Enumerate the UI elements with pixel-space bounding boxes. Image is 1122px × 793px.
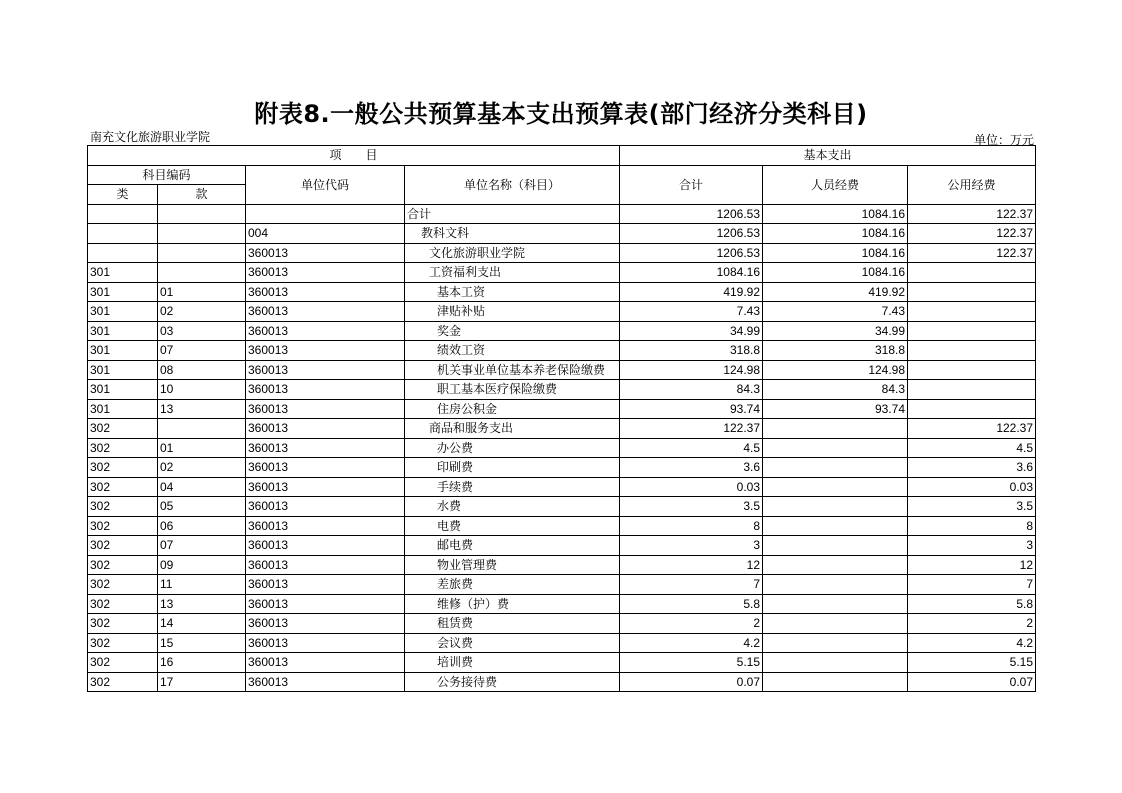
cell-unit-name: 培训费 (405, 653, 620, 673)
cell-public: 8 (908, 516, 1036, 536)
cell-total: 93.74 (620, 399, 763, 419)
cell-unit-code: 360013 (246, 399, 405, 419)
table-row (88, 302, 1036, 322)
cell-unit-code: 360013 (246, 477, 405, 497)
cell-public (908, 380, 1036, 400)
table-row (88, 243, 1036, 263)
cell-public (908, 341, 1036, 361)
cell-unit-code: 360013 (246, 555, 405, 575)
cell-public: 122.37 (908, 204, 1036, 224)
cell-public (908, 282, 1036, 302)
cell-category: 302 (88, 516, 158, 536)
cell-item: 15 (158, 633, 246, 653)
cell-unit-name: 教科文科 (405, 224, 620, 244)
cell-public: 122.37 (908, 419, 1036, 439)
cell-personnel (763, 516, 908, 536)
cell-category: 301 (88, 263, 158, 283)
cell-unit-name: 基本工资 (405, 282, 620, 302)
cell-personnel (763, 477, 908, 497)
organization-name: 南充文化旅游职业学院 (90, 130, 211, 144)
unit-label: 单位：万元 (973, 133, 1034, 147)
cell-unit-code: 360013 (246, 575, 405, 595)
table-row (88, 653, 1036, 673)
cell-item: 03 (158, 321, 246, 341)
cell-unit-code: 360013 (246, 653, 405, 673)
cell-unit-code: 360013 (246, 672, 405, 692)
cell-item: 02 (158, 458, 246, 478)
cell-category: 302 (88, 653, 158, 673)
table-row (88, 614, 1036, 634)
cell-category: 301 (88, 360, 158, 380)
cell-unit-name: 电费 (405, 516, 620, 536)
page-title: 附表8.一般公共预算基本支出预算表(部门经济分类科目) (254, 100, 868, 128)
cell-personnel (763, 555, 908, 575)
cell-item: 06 (158, 516, 246, 536)
table-row (88, 516, 1036, 536)
cell-unit-name: 文化旅游职业学院 (405, 243, 620, 263)
cell-category: 302 (88, 536, 158, 556)
cell-total: 4.2 (620, 633, 763, 653)
cell-public: 2 (908, 614, 1036, 634)
cell-total: 12 (620, 555, 763, 575)
cell-category (88, 243, 158, 263)
cell-unit-name: 维修（护）费 (405, 594, 620, 614)
table-row (88, 594, 1036, 614)
cell-item (158, 224, 246, 244)
cell-personnel: 318.8 (763, 341, 908, 361)
cell-category: 302 (88, 458, 158, 478)
cell-unit-code: 004 (246, 224, 405, 244)
cell-total: 3 (620, 536, 763, 556)
cell-unit-code: 360013 (246, 497, 405, 517)
cell-unit-code: 360013 (246, 263, 405, 283)
cell-unit-code: 360013 (246, 282, 405, 302)
cell-personnel: 7.43 (763, 302, 908, 322)
header-subject-code: 科目编码 (88, 165, 246, 185)
cell-item: 02 (158, 302, 246, 322)
cell-item: 01 (158, 438, 246, 458)
cell-total: 419.92 (620, 282, 763, 302)
header-unit-name: 单位名称（科目） (405, 165, 620, 204)
cell-personnel: 1084.16 (763, 243, 908, 263)
table-row (88, 438, 1036, 458)
cell-total: 1206.53 (620, 243, 763, 263)
cell-personnel: 34.99 (763, 321, 908, 341)
cell-unit-name: 机关事业单位基本养老保险缴费 (405, 360, 620, 380)
table-row (88, 497, 1036, 517)
table-row (88, 555, 1036, 575)
cell-item: 13 (158, 399, 246, 419)
cell-personnel (763, 536, 908, 556)
table-row (88, 477, 1036, 497)
cell-personnel: 93.74 (763, 399, 908, 419)
cell-public (908, 360, 1036, 380)
cell-total: 8 (620, 516, 763, 536)
cell-unit-name: 职工基本医疗保险缴费 (405, 380, 620, 400)
cell-total: 1206.53 (620, 204, 763, 224)
cell-personnel: 1084.16 (763, 224, 908, 244)
cell-category: 301 (88, 321, 158, 341)
table-row (88, 419, 1036, 439)
table-row (88, 380, 1036, 400)
table-row (88, 672, 1036, 692)
cell-unit-code: 360013 (246, 419, 405, 439)
cell-personnel (763, 614, 908, 634)
cell-personnel (763, 653, 908, 673)
cell-category: 302 (88, 497, 158, 517)
cell-category: 302 (88, 419, 158, 439)
header-category: 类 (88, 185, 158, 205)
cell-total: 1206.53 (620, 224, 763, 244)
cell-item: 07 (158, 536, 246, 556)
cell-unit-code: 360013 (246, 243, 405, 263)
cell-item: 09 (158, 555, 246, 575)
cell-public: 5.8 (908, 594, 1036, 614)
budget-table (87, 145, 1036, 692)
cell-public: 4.2 (908, 633, 1036, 653)
header-row-2 (88, 165, 1036, 185)
cell-total: 7 (620, 575, 763, 595)
cell-total: 318.8 (620, 341, 763, 361)
cell-unit-name: 邮电费 (405, 536, 620, 556)
cell-total: 2 (620, 614, 763, 634)
cell-category: 302 (88, 614, 158, 634)
cell-personnel (763, 438, 908, 458)
cell-unit-name: 公务接待费 (405, 672, 620, 692)
cell-unit-name: 印刷费 (405, 458, 620, 478)
cell-personnel (763, 672, 908, 692)
cell-total: 84.3 (620, 380, 763, 400)
cell-category: 302 (88, 477, 158, 497)
cell-item: 11 (158, 575, 246, 595)
cell-personnel (763, 594, 908, 614)
cell-unit-name: 住房公积金 (405, 399, 620, 419)
cell-personnel: 419.92 (763, 282, 908, 302)
cell-category: 301 (88, 399, 158, 419)
cell-unit-name: 商品和服务支出 (405, 419, 620, 439)
cell-public: 5.15 (908, 653, 1036, 673)
cell-category: 302 (88, 575, 158, 595)
cell-item (158, 243, 246, 263)
cell-total: 124.98 (620, 360, 763, 380)
table-row (88, 575, 1036, 595)
cell-public: 3 (908, 536, 1036, 556)
table-body (88, 146, 1036, 692)
table-row (88, 633, 1036, 653)
table-row (88, 263, 1036, 283)
cell-total: 7.43 (620, 302, 763, 322)
cell-personnel (763, 419, 908, 439)
cell-category: 301 (88, 380, 158, 400)
cell-item (158, 263, 246, 283)
cell-total: 0.03 (620, 477, 763, 497)
cell-unit-code (246, 204, 405, 224)
cell-unit-name: 奖金 (405, 321, 620, 341)
cell-public: 7 (908, 575, 1036, 595)
cell-item: 01 (158, 282, 246, 302)
table-row (88, 360, 1036, 380)
cell-unit-name: 绩效工资 (405, 341, 620, 361)
cell-total: 5.8 (620, 594, 763, 614)
cell-personnel (763, 497, 908, 517)
cell-total: 1084.16 (620, 263, 763, 283)
header-personnel: 人员经费 (763, 165, 908, 204)
cell-unit-code: 360013 (246, 516, 405, 536)
header-total: 合计 (620, 165, 763, 204)
cell-unit-code: 360013 (246, 633, 405, 653)
header-row-1 (88, 146, 1036, 166)
cell-category: 301 (88, 341, 158, 361)
cell-public: 122.37 (908, 224, 1036, 244)
cell-total: 0.07 (620, 672, 763, 692)
cell-personnel: 124.98 (763, 360, 908, 380)
table-row (88, 536, 1036, 556)
cell-item: 13 (158, 594, 246, 614)
cell-unit-name: 合计 (405, 204, 620, 224)
table-row (88, 321, 1036, 341)
cell-unit-name: 租赁费 (405, 614, 620, 634)
cell-category: 301 (88, 302, 158, 322)
cell-total: 3.5 (620, 497, 763, 517)
cell-item: 10 (158, 380, 246, 400)
cell-personnel (763, 575, 908, 595)
cell-unit-code: 360013 (246, 536, 405, 556)
cell-personnel (763, 458, 908, 478)
cell-unit-name: 工资福利支出 (405, 263, 620, 283)
cell-unit-name: 办公费 (405, 438, 620, 458)
table-row (88, 399, 1036, 419)
table-row (88, 224, 1036, 244)
cell-unit-code: 360013 (246, 302, 405, 322)
cell-unit-code: 360013 (246, 438, 405, 458)
cell-item: 05 (158, 497, 246, 517)
cell-personnel: 1084.16 (763, 204, 908, 224)
cell-unit-code: 360013 (246, 614, 405, 634)
table-row (88, 341, 1036, 361)
cell-public: 12 (908, 555, 1036, 575)
cell-category: 302 (88, 672, 158, 692)
cell-unit-name: 物业管理费 (405, 555, 620, 575)
cell-personnel: 84.3 (763, 380, 908, 400)
cell-public: 0.07 (908, 672, 1036, 692)
cell-unit-name: 会议费 (405, 633, 620, 653)
cell-category (88, 224, 158, 244)
cell-public: 0.03 (908, 477, 1036, 497)
header-public: 公用经费 (908, 165, 1036, 204)
cell-unit-code: 360013 (246, 380, 405, 400)
cell-total: 34.99 (620, 321, 763, 341)
cell-unit-code: 360013 (246, 341, 405, 361)
cell-total: 3.6 (620, 458, 763, 478)
table-row (88, 458, 1036, 478)
cell-category: 302 (88, 438, 158, 458)
cell-category: 301 (88, 282, 158, 302)
header-basic-expense: 基本支出 (620, 146, 1036, 166)
cell-item (158, 419, 246, 439)
cell-unit-name: 差旅费 (405, 575, 620, 595)
cell-public: 122.37 (908, 243, 1036, 263)
cell-public (908, 263, 1036, 283)
cell-unit-code: 360013 (246, 458, 405, 478)
cell-public (908, 399, 1036, 419)
cell-unit-name: 手续费 (405, 477, 620, 497)
cell-personnel: 1084.16 (763, 263, 908, 283)
cell-item: 07 (158, 341, 246, 361)
cell-unit-name: 津贴补贴 (405, 302, 620, 322)
cell-category: 302 (88, 555, 158, 575)
cell-item: 08 (158, 360, 246, 380)
header-item: 款 (158, 185, 246, 205)
table-row (88, 204, 1036, 224)
cell-item (158, 204, 246, 224)
cell-public (908, 302, 1036, 322)
cell-item: 17 (158, 672, 246, 692)
cell-personnel (763, 633, 908, 653)
cell-public: 3.5 (908, 497, 1036, 517)
cell-unit-code: 360013 (246, 360, 405, 380)
header-unit-code: 单位代码 (246, 165, 405, 204)
cell-total: 122.37 (620, 419, 763, 439)
cell-category: 302 (88, 594, 158, 614)
cell-total: 5.15 (620, 653, 763, 673)
cell-category: 302 (88, 633, 158, 653)
cell-total: 4.5 (620, 438, 763, 458)
cell-item: 04 (158, 477, 246, 497)
cell-public: 3.6 (908, 458, 1036, 478)
header-project: 项 目 (88, 146, 620, 166)
cell-unit-code: 360013 (246, 321, 405, 341)
cell-category (88, 204, 158, 224)
cell-item: 14 (158, 614, 246, 634)
table-row (88, 282, 1036, 302)
cell-public: 4.5 (908, 438, 1036, 458)
cell-unit-name: 水费 (405, 497, 620, 517)
cell-unit-code: 360013 (246, 594, 405, 614)
cell-item: 16 (158, 653, 246, 673)
cell-public (908, 321, 1036, 341)
